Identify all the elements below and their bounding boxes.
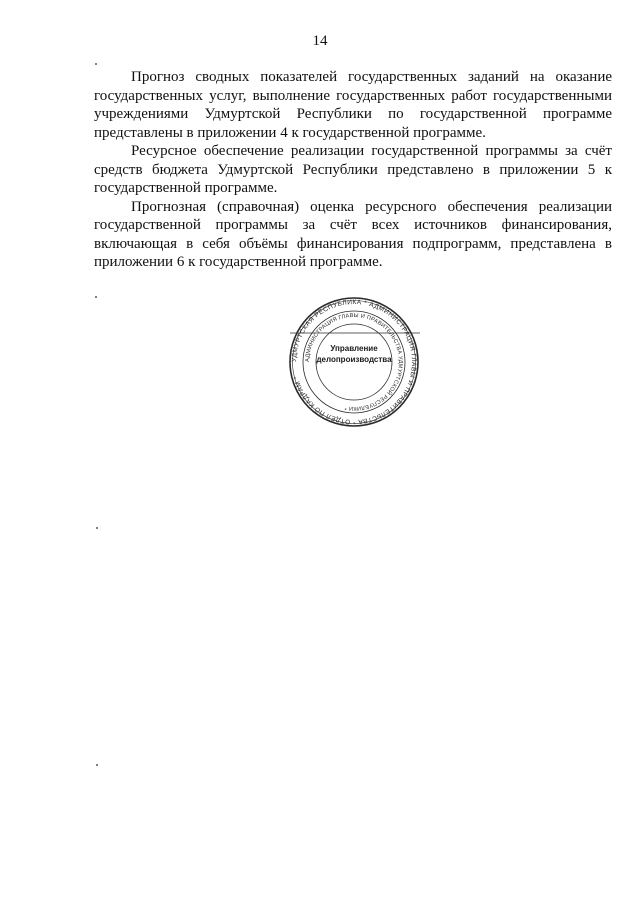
scan-dot	[96, 527, 98, 529]
paragraph-3: Прогнозная (справочная) оценка ресурсного обеспечения реализации государственной программы за счёт всех источников финансирования, включающая в себя объёмы финансирования подпрограмм, представлена в приложении 6 к государственной программе.	[94, 198, 612, 270]
page-number: 14	[312, 33, 328, 49]
scan-dot	[95, 63, 97, 65]
stamp-outer-ring-text: УДМУРТСКАЯ РЕСПУБЛИКА * АДМИНИСТРАЦИЯ ГЛАВЫ И ПРАВИТЕЛЬСТВА * ОТДЕЛ ПО КАДРАМ *	[290, 298, 418, 426]
scan-dot	[95, 296, 97, 298]
scan-dot	[96, 764, 98, 766]
document-body	[94, 68, 612, 272]
paragraph-2: Ресурсное обеспечение реализации государственной программы за счёт средств бюджета Удмуртской Республики представлено в приложении 5 к государственной программе.	[94, 143, 612, 196]
stamp-inner-ring-text: АДМИНИСТРАЦИЯ ГЛАВЫ И ПРАВИТЕЛЬСТВА УДМУРТСКОЙ РЕСПУБЛИКИ *	[304, 312, 404, 412]
stamp-center-label	[288, 343, 420, 365]
official-stamp	[288, 296, 420, 428]
paragraph-1: Прогноз сводных показателей государственных заданий на оказание государственных услуг, выполнение государственных работ государственными учреждениями Удмуртской Республики по государственной программе представлены в приложении 4 к государственной программе.	[94, 69, 612, 141]
stamp-center-line-1: Управление	[330, 344, 378, 353]
stamp-center-line-2: делопроизводства	[316, 355, 392, 364]
